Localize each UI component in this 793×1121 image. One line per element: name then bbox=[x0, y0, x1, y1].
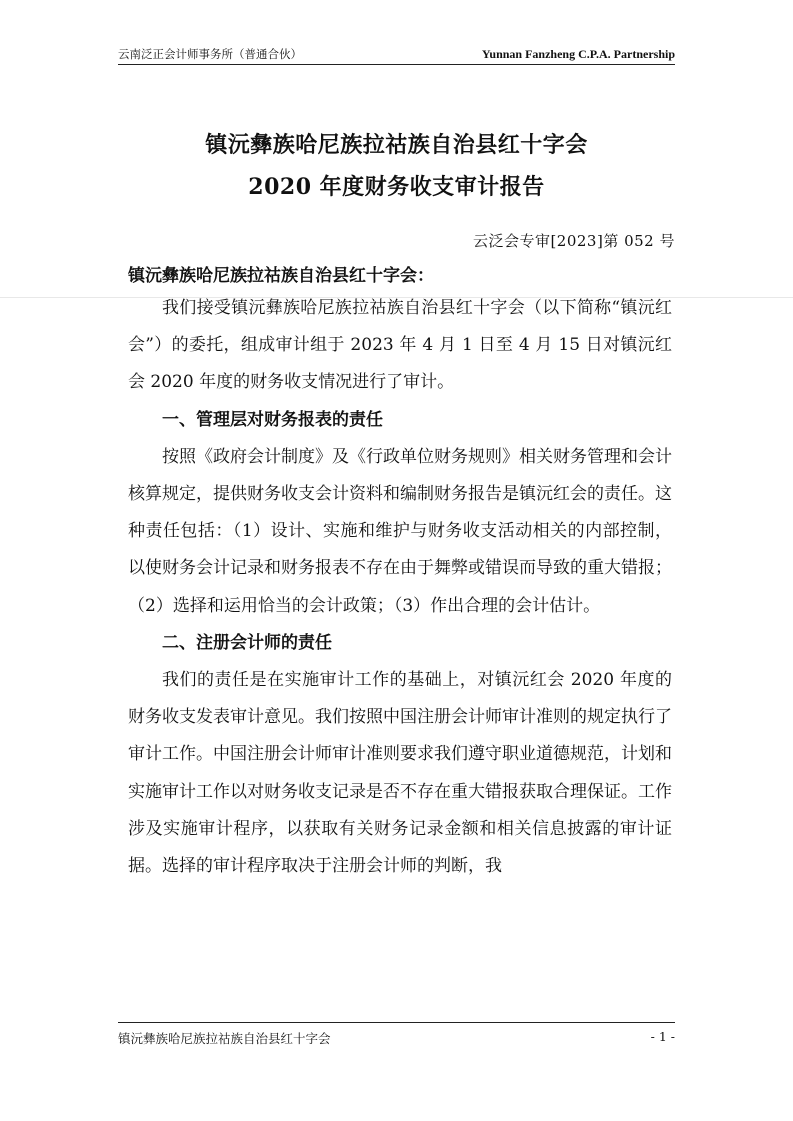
addressee: 镇沅彝族哈尼族拉祜族自治县红十字会： bbox=[128, 266, 434, 286]
firm-name-en: Yunnan Fanzheng C.P.A. Partnership bbox=[481, 47, 675, 61]
report-title-line2: 2020 年度财务收支审计报告 bbox=[248, 174, 545, 200]
intro-paragraph: 我们接受镇沅彝族哈尼族拉祜族自治县红十字会（以下简称“镇沅红会”）的委托，组成审计组于 2023 年 4 月 1 日至 4 月 15 日对镇沅红会 2020 年度的财务收支情况进行了审计。 bbox=[128, 298, 672, 393]
document-number: 云泛会专审[2023]第 052 号 bbox=[472, 232, 675, 250]
report-body bbox=[128, 290, 672, 885]
footer-organization: 镇沅彝族哈尼族拉祜族自治县红十字会 bbox=[118, 1031, 331, 1046]
section2-heading: 二、注册会计师的责任 bbox=[162, 632, 332, 653]
firm-name-cn: 云南泛正会计师事务所（普通合伙） bbox=[118, 47, 302, 61]
page-number: - 1 - bbox=[650, 1029, 675, 1044]
page-footer bbox=[118, 1022, 675, 1047]
report-title-line1: 镇沅彝族哈尼族拉祜族自治县红十字会 bbox=[205, 132, 588, 158]
section1-paragraph: 按照《政府会计制度》及《行政单位财务规则》相关财务管理和会计核算规定，提供财务收支会计资料和编制财务报告是镇沅红会的责任。这种责任包括：（1）设计、实施和维护与财务收支活动相关的内部控制，以使财务会计记录和财务报表不存在由于舞弊或错误而导致的重大错报；（2）选择和运用恰当的会计政策；（3）作出合理的会计估计。 bbox=[128, 446, 672, 616]
page-header bbox=[118, 40, 675, 65]
section1-heading: 一、管理层对财务报表的责任 bbox=[162, 409, 383, 430]
section2-paragraph: 我们的责任是在实施审计工作的基础上，对镇沅红会 2020 年度的财务收支发表审计意见。我们按照中国注册会计师审计准则的规定执行了审计工作。中国注册会计师审计准则要求我们遵守职业道德规范，计划和实施审计工作以对财务收支记录是否不存在重大错报获取合理保证。工作涉及实施审计程序，以获取有关财务记录金额和相关信息披露的审计证据。选择的审计程序取决于注册会计师的判断，我 bbox=[128, 670, 672, 877]
